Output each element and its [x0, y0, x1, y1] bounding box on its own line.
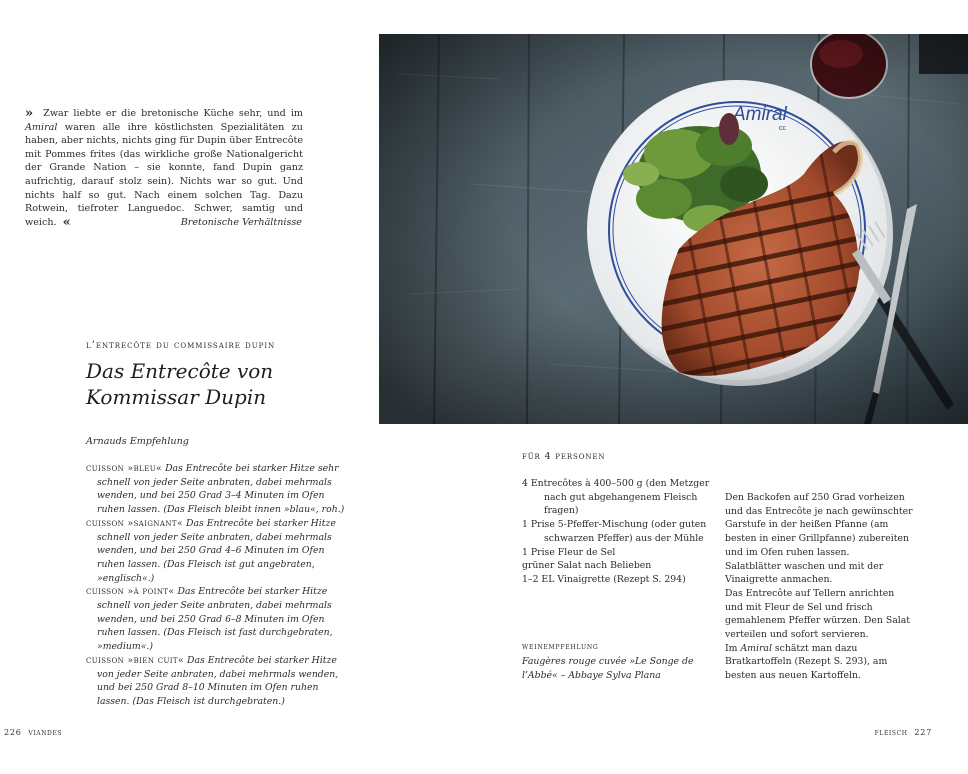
page-number-left: 226	[4, 728, 22, 737]
section-name-left: viandes	[28, 728, 63, 737]
folio-left	[4, 728, 62, 737]
cuisson-label: cuisson »à point«	[86, 586, 175, 598]
recipe-title	[86, 358, 366, 410]
recipe-title-line-2: Kommissar Dupin	[86, 385, 267, 409]
method-text: schätzt man dazu Bratkartoffeln (Rezept S. 293), am besten aus neuen Kartoffeln.	[725, 642, 888, 682]
ingredient-item: grüner Salat nach Belieben	[522, 560, 652, 572]
cuisson-text: Das Entrecôte bei starker Hitze von jeder Seite anbraten, dabei mehrmals wenden, und bei 250 Grad 8–10 Minuten im Ofen ruhen lassen. (Das Fleisch ist durchgebraten.)	[97, 654, 339, 707]
cuisson-label: cuisson »bleu«	[86, 463, 163, 474]
quote-amiral: Amiral	[25, 121, 58, 133]
page-number-right: 227	[914, 728, 932, 737]
cuisson-label: cuisson »saignant«	[86, 517, 184, 529]
method-text: Im	[725, 642, 741, 654]
ingredient-item: 1 Prise Fleur de Sel	[522, 546, 616, 558]
recommendation-heading: Arnauds Empfehlung	[86, 436, 189, 447]
servings-heading: für 4 personen	[522, 451, 606, 462]
wine-heading: weinempfehlung	[522, 642, 599, 652]
method-step: Den Backofen auf 250 Grad vorheizen und das Entrecôte je nach gewünschter Garstufe in der heißen Pfanne (am besten in einer Grillpfanne) zubereiten und im Ofen ruhen lassen.	[725, 492, 913, 558]
recipe-subtitle: l’entrecôte du commissaire dupin	[86, 340, 276, 351]
cuisson-text: Das Entrecôte bei starker Hitze schnell von jeder Seite anbraten, dabei mehrmals wenden, und bei 250 Grad 6–8 Minuten im Ofen ruhen lassen. (Das Fleisch ist fast durchgebraten, »medium«.)	[97, 586, 333, 653]
cuisson-list	[86, 462, 348, 709]
recipe-title-line-1: Das Entrecôte von	[86, 359, 274, 383]
quote-text-2: waren alle ihre köstlichsten Spezialitäten zu haben, aber nichts, nichts ging für Dupin über Entrecôte mit Pommes frites (das wirkliche große Nationalgericht der Grande Nation – sie konnte, fand Dupin ganz aufrichtig, darauf stolz sein). Nichts war so gut. Und nichts half so gut. Nach einem solchen Tag. Dazu Rotwein, tiefroter Languedoc. Schwer, samtig und weich.	[25, 121, 303, 228]
cuisson-item-bien-cuit	[86, 654, 348, 709]
quote-text-1: Zwar liebte er die bretonische Küche sehr, und im	[43, 108, 303, 119]
quote-source: Bretonische Verhältnisse	[180, 217, 302, 228]
ingredients-list	[522, 477, 712, 587]
cuisson-text: Das Entrecôte bei starker Hitze sehr schnell von jeder Seite anbraten, dabei mehrmals wenden, und bei 250 Grad 3–4 Minuten im Ofen ruhen lassen. (Das Fleisch bleibt innen »blau«, roh.)	[97, 463, 345, 516]
steak-photo	[379, 34, 968, 424]
folio-right	[875, 728, 932, 737]
method-amiral: Amiral	[740, 642, 772, 654]
method-step	[725, 642, 913, 683]
section-name-right: fleisch	[874, 728, 908, 737]
method-step: Salatblätter waschen und mit der Vinaigrette anmachen.	[725, 560, 884, 586]
cuisson-item-bleu	[86, 462, 348, 517]
method-steps	[725, 491, 913, 683]
steak-plate-illustration	[379, 34, 968, 424]
ingredient-item: 1–2 EL Vinaigrette (Rezept S. 294)	[522, 573, 686, 585]
method-step: Das Entrecôte auf Tellern anrichten und mit Fleur de Sel und frisch gemahlenem Pfeffer würzen. Den Salat verteilen und sofort servieren.	[725, 587, 910, 641]
open-quote-mark: »	[25, 106, 34, 121]
cuisson-item-a-point	[86, 585, 348, 654]
ingredient-item: 4 Entrecôtes à 400–500 g (den Metzger nach gut abgehangenem Fleisch fragen)	[522, 478, 710, 517]
close-quote-mark: «	[62, 214, 71, 230]
cuisson-item-saignant	[86, 517, 348, 586]
cuisson-text: Das Entrecôte bei starker Hitze schnell von jeder Seite anbraten, dabei mehrmals wenden, und bei 250 Grad 4–6 Minuten im Ofen ruhen lassen. (Das Fleisch ist gut angebraten, »englisch«.)	[97, 517, 336, 584]
ingredient-item: 1 Prise 5-Pfeffer-Mischung (oder guten schwarzen Pfeffer) aus der Mühle	[522, 519, 707, 544]
quote-paragraph	[25, 107, 303, 229]
wine-recommendation: Faugères rouge cuvée »Le Songe de l’Abbé« – Abbaye Sylva Plana	[522, 656, 694, 681]
cuisson-label: cuisson »bien cuit«	[86, 654, 185, 666]
